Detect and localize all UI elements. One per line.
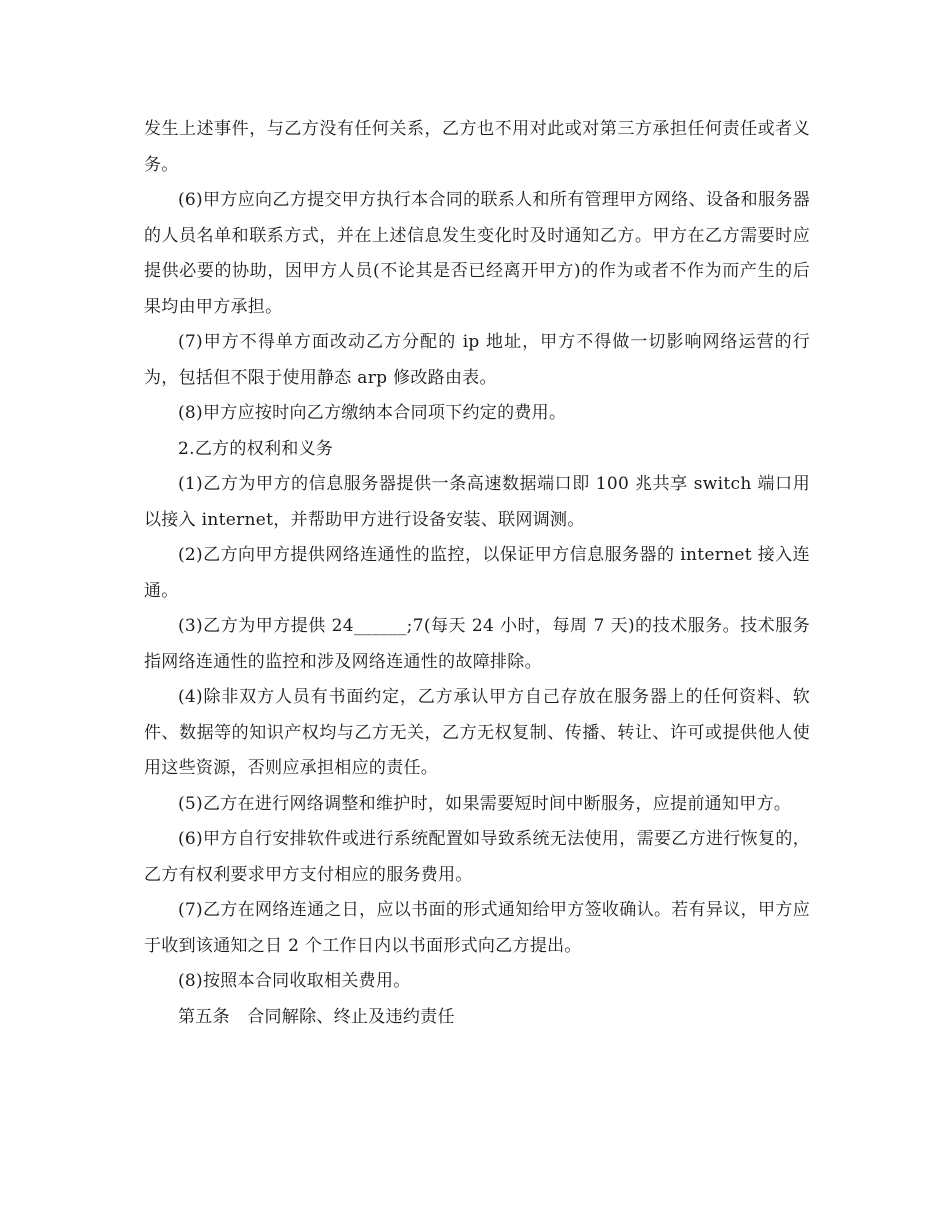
article-heading-5: 第五条 合同解除、终止及违约责任 — [178, 1006, 455, 1027]
paragraph-party-b-1: (1)乙方为甲方的信息服务器提供一条高速数据端口即 100 兆共享 switch 端口用以接入 internet，并帮助甲方进行设备安装、联网调测。 — [144, 474, 810, 530]
paragraph-party-b-5: (5)乙方在进行网络调整和维护时，如果需要短时间中断服务，应提前通知甲方。 — [178, 793, 792, 814]
document-page — [144, 112, 810, 1035]
paragraph-party-b-2: (2)乙方向甲方提供网络连通性的监控，以保证甲方信息服务器的 internet 接入连通。 — [144, 545, 810, 601]
paragraph-party-a-6: (6)甲方应向乙方提交甲方执行本合同的联系人和所有管理甲方网络、设备和服务器的人员名单和联系方式，并在上述信息发生变化时及时通知乙方。甲方在乙方需要时应提供必要的协助，因甲方人员(不论其是否已经离开甲方)的作为或者不作为而产生的后果均由甲方承担。 — [144, 190, 810, 317]
paragraph-continuation: 发生上述事件，与乙方没有任何关系，乙方也不用对此或对第三方承担任何责任或者义务。 — [144, 119, 810, 175]
paragraph-party-b-6: (6)甲方自行安排软件或进行系统配置如导致系统无法使用，需要乙方进行恢复的，乙方有权利要求甲方支付相应的服务费用。 — [144, 829, 810, 885]
paragraph-party-a-8: (8)甲方应按时向乙方缴纳本合同项下约定的费用。 — [178, 403, 567, 423]
section-heading-party-b-rights: 2.乙方的权利和义务 — [178, 438, 334, 459]
paragraph-party-b-7: (7)乙方在网络连通之日，应以书面的形式通知给甲方签收确认。若有异议，甲方应于收到该通知之日 2 个工作日内以书面形式向乙方提出。 — [144, 900, 810, 956]
paragraph-party-b-8: (8)按照本合同收取相关费用。 — [178, 971, 411, 991]
paragraph-party-b-4: (4)除非双方人员有书面约定，乙方承认甲方自己存放在服务器上的任何资料、软件、数据等的知识产权均与乙方无关，乙方无权复制、传播、转让、许可或提供他人使用这些资源，否则应承担相应的责任。 — [144, 687, 810, 778]
paragraph-party-b-3: (3)乙方为甲方提供 24______;7(每天 24 小时，每周 7 天)的技术服务。技术服务指网络连通性的监控和涉及网络连通性的故障排除。 — [144, 616, 810, 672]
paragraph-party-a-7: (7)甲方不得单方面改动乙方分配的 ip 地址，甲方不得做一切影响网络运营的行为，包括但不限于使用静态 arp 修改路由表。 — [144, 332, 810, 388]
